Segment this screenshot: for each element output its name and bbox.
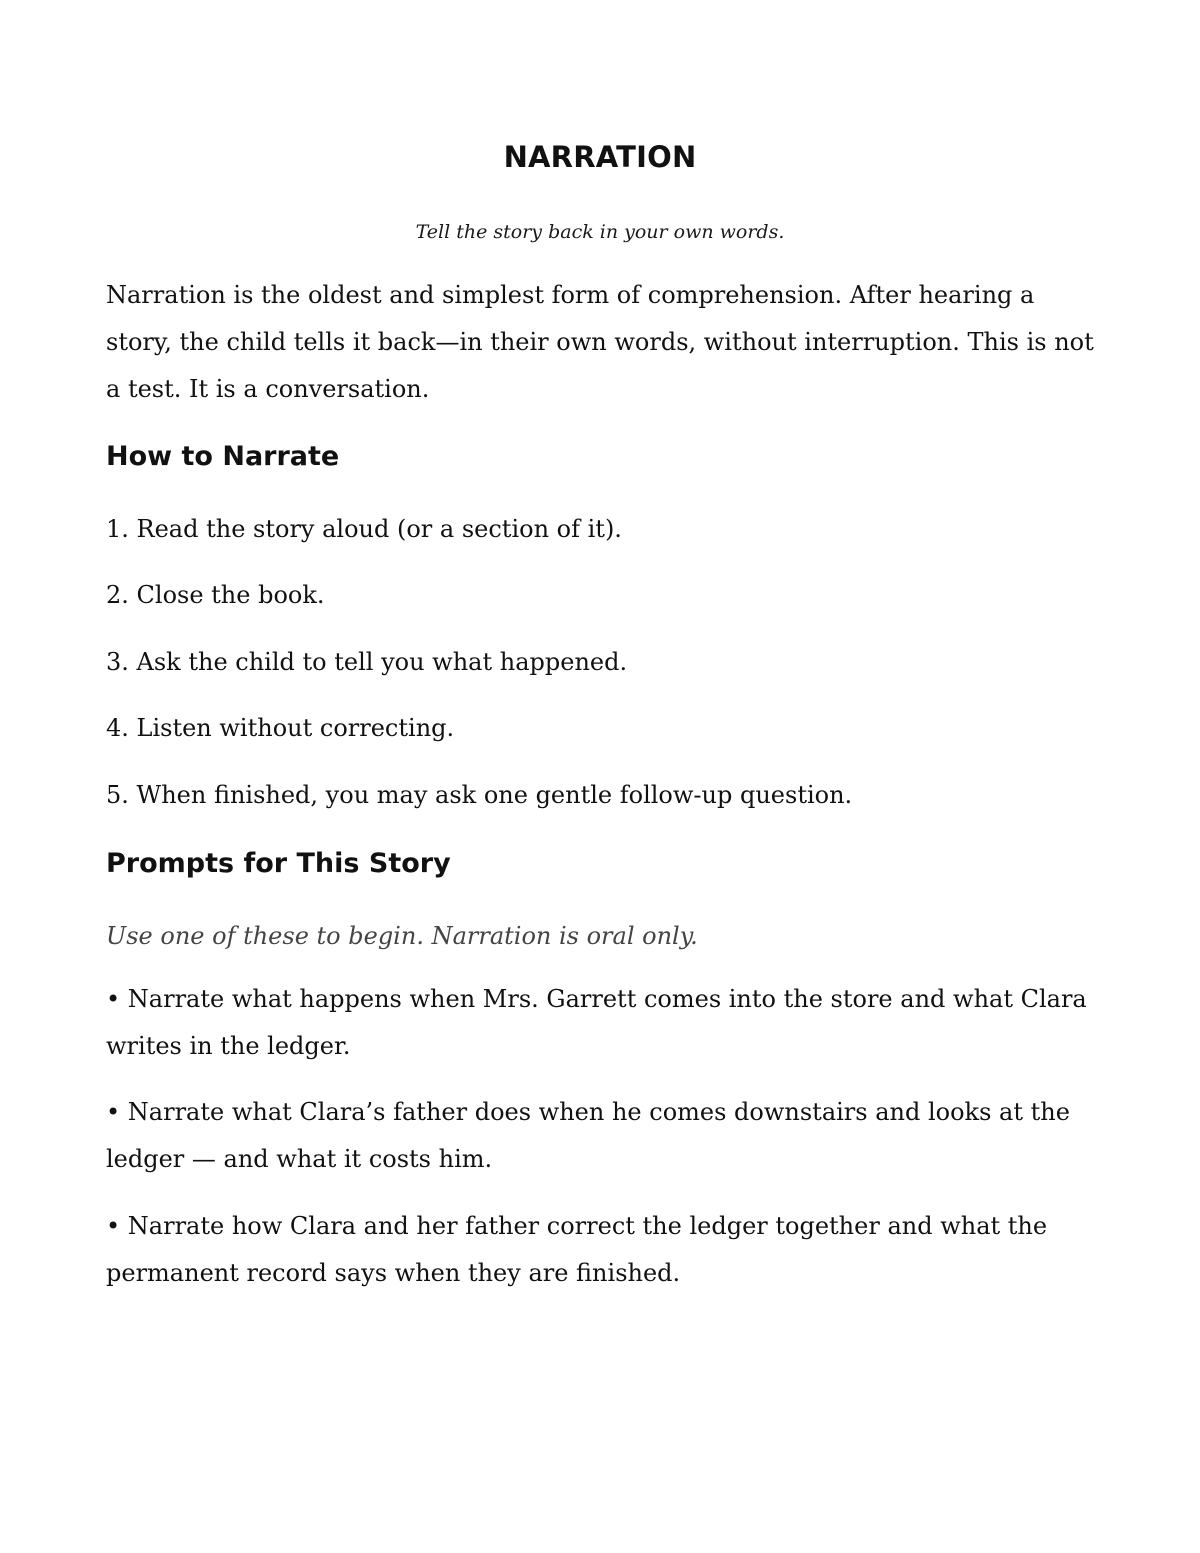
prompts-note: Use one of these to begin. Narration is oral only.: [106, 922, 698, 950]
step-item: 4. Listen without correcting.: [106, 714, 455, 742]
intro-paragraph: Narration is the oldest and simplest form of comprehension. After hearing a story, the child tells it back—in their own words, without interruption. This is not a test. It is a conversation.: [106, 281, 1094, 403]
step-item: 1. Read the story aloud (or a section of it).: [106, 515, 622, 543]
step-item: 2. Close the book.: [106, 581, 325, 609]
prompts-heading: Prompts for This Story: [106, 848, 451, 879]
step-item: 3. Ask the child to tell you what happened.: [106, 648, 628, 676]
page-subtitle: Tell the story back in your own words.: [415, 221, 785, 243]
prompt-item: • Narrate how Clara and her father correct the ledger together and what the permanent record says when they are finished.: [106, 1212, 1048, 1287]
step-item: 5. When finished, you may ask one gentle follow-up question.: [106, 781, 853, 809]
prompt-item: • Narrate what Clara’s father does when he comes downstairs and looks at the ledger — and what it costs him.: [106, 1098, 1070, 1173]
prompt-item: • Narrate what happens when Mrs. Garrett comes into the store and what Clara writes in the ledger.: [106, 985, 1087, 1060]
how-to-narrate-heading: How to Narrate: [106, 441, 340, 472]
page-title: NARRATION: [503, 140, 697, 174]
